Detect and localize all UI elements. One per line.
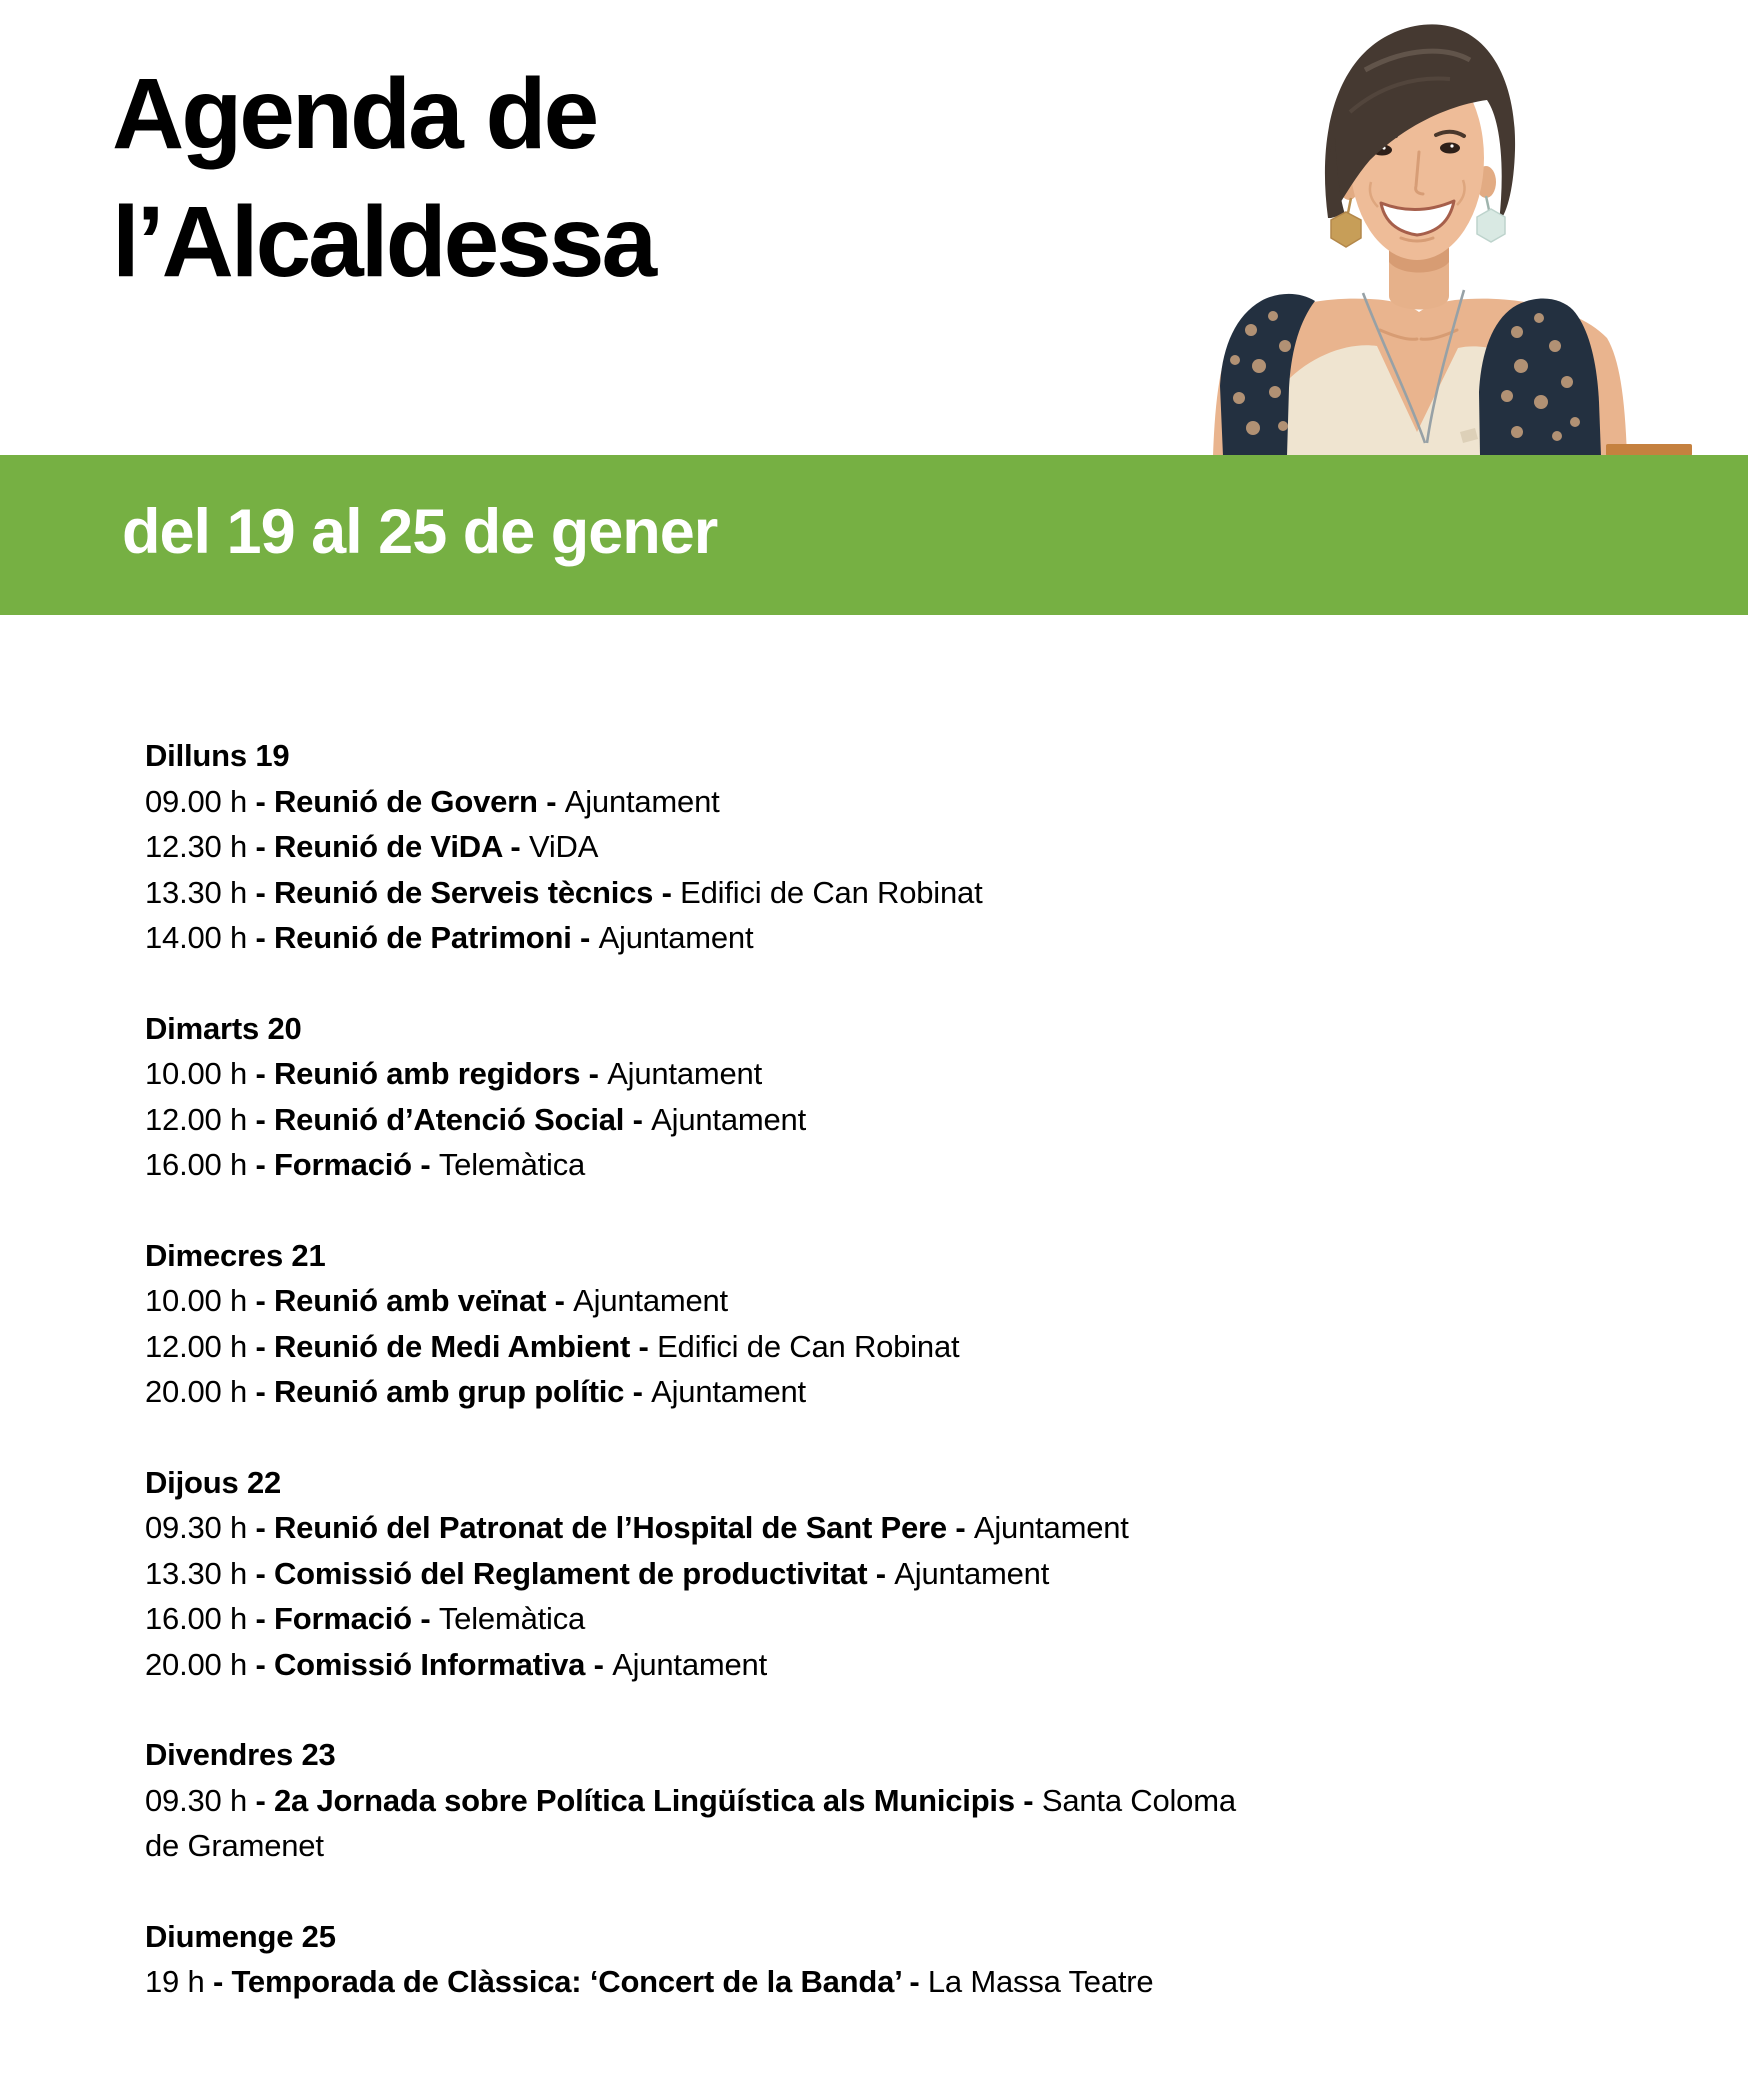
event-separator: - [204, 1964, 232, 1999]
date-range: del 19 al 25 de gener [122, 497, 718, 568]
event-time: 20.00 h [145, 1646, 248, 1682]
event-location: Ajuntament [598, 920, 754, 955]
event-separator: - [247, 1601, 274, 1636]
event-time: 12.00 h [145, 1101, 248, 1137]
event-line [145, 1551, 1273, 1597]
day-block [145, 1732, 1273, 1869]
event-separator: - [247, 1056, 274, 1091]
event-time: 14.00 h [145, 920, 248, 955]
event-title: Reunió de Medi Ambient [273, 1328, 631, 1364]
event-line [145, 1097, 1273, 1143]
event-separator: - [247, 874, 274, 910]
event-line [145, 1778, 1273, 1869]
day-block [145, 1006, 1273, 1188]
page-title-line2: l’Alcaldessa [112, 186, 655, 298]
event-title: Formació [273, 1601, 412, 1636]
event-separator: - [502, 829, 529, 864]
event-title: Formació [273, 1147, 412, 1182]
event-location: La Massa Teatre [927, 1964, 1154, 1999]
event-line [145, 779, 1273, 825]
day-block [145, 1233, 1273, 1415]
day-label: Dijous 22 [145, 1464, 282, 1500]
event-line [145, 1278, 1273, 1324]
event-separator: - [411, 1601, 439, 1636]
event-separator: - [247, 1555, 274, 1591]
event-location: Ajuntament [564, 783, 720, 819]
event-time: 09.30 h [145, 1782, 248, 1818]
page-title-line1: Agenda de [112, 58, 597, 170]
event-line [145, 1369, 1273, 1415]
event-time: 12.00 h [145, 1328, 248, 1364]
event-line [145, 1051, 1273, 1097]
mayor-portrait-illustration [1165, 0, 1748, 456]
event-separator: - [247, 829, 274, 864]
event-separator: - [1014, 1782, 1042, 1818]
event-time: 19 h [145, 1964, 205, 1999]
event-time: 13.30 h [145, 874, 248, 910]
event-separator: - [624, 1101, 652, 1137]
schedule [145, 733, 1273, 2050]
event-location: Ajuntament [607, 1056, 763, 1091]
event-line [145, 1324, 1273, 1370]
event-location: Ajuntament [612, 1646, 768, 1682]
event-line [145, 1642, 1273, 1688]
event-title: Reunió de Serveis tècnics [273, 874, 654, 910]
event-line [145, 1596, 1273, 1642]
event-time: 20.00 h [145, 1374, 248, 1409]
day-block [145, 1460, 1273, 1688]
event-location: Telemàtica [438, 1601, 586, 1636]
event-line [145, 1142, 1273, 1188]
day-label: Dimarts 20 [145, 1010, 302, 1046]
event-line [145, 915, 1273, 961]
event-location: Ajuntament [894, 1555, 1050, 1591]
event-separator: - [580, 1056, 608, 1091]
event-time: 09.30 h [145, 1510, 248, 1545]
mayor-photo [1165, 0, 1748, 456]
day-block [145, 733, 1273, 961]
day-label: Divendres 23 [145, 1737, 336, 1772]
town-hall-logo-text [1435, 988, 1655, 1052]
event-location: Edifici de Can Robinat [657, 1328, 960, 1364]
event-title: Reunió amb veïnat [273, 1283, 547, 1318]
event-time: 12.30 h [145, 829, 248, 864]
event-separator: - [247, 1328, 274, 1364]
event-location: Ajuntament [651, 1374, 806, 1409]
event-title: Comissió Informativa [273, 1646, 586, 1682]
event-separator: - [537, 783, 565, 819]
event-separator: - [247, 1283, 274, 1318]
event-title: Reunió amb grup polític [273, 1374, 625, 1409]
event-time: 09.00 h [145, 783, 248, 819]
event-separator: - [247, 783, 274, 819]
day-label: Dimecres 21 [145, 1237, 326, 1273]
event-time: 13.30 h [145, 1555, 248, 1591]
logo-line1: Ajuntament [1435, 987, 1599, 1020]
event-title: 2a Jornada sobre Política Lingüística als Municipis [273, 1782, 1015, 1818]
event-location: Santa Coloma de Gramenet [145, 1782, 1236, 1863]
event-line [145, 1959, 1273, 2005]
event-location: Ajuntament [651, 1101, 806, 1137]
event-separator: - [653, 874, 681, 910]
event-separator: - [867, 1555, 895, 1591]
event-title: Comissió del Reglament de productivitat [273, 1555, 868, 1591]
event-location: Telemàtica [438, 1147, 586, 1182]
event-location: ViDA [528, 829, 599, 864]
event-title: Reunió del Patronat de l’Hospital de Sant Pere [273, 1510, 947, 1545]
town-hall-logo [1435, 922, 1695, 1062]
event-separator: - [546, 1283, 574, 1318]
event-line [145, 870, 1273, 916]
event-separator: - [247, 1646, 274, 1682]
event-separator: - [585, 1646, 613, 1682]
event-separator: - [411, 1147, 439, 1182]
event-time: 16.00 h [145, 1147, 248, 1182]
event-line [145, 824, 1273, 870]
event-title: Reunió de ViDA [273, 829, 502, 864]
day-label: Dilluns 19 [145, 738, 290, 773]
event-location: Edifici de Can Robinat [680, 874, 983, 910]
page-title [112, 50, 892, 306]
event-separator: - [247, 1510, 274, 1545]
event-title: Reunió de Patrimoni [273, 920, 572, 955]
event-separator: - [900, 1964, 928, 1999]
event-time: 16.00 h [145, 1601, 248, 1636]
event-separator: - [630, 1328, 658, 1364]
event-separator: - [571, 920, 599, 955]
event-title: Reunió de Govern [273, 783, 538, 819]
event-separator: - [624, 1374, 652, 1409]
event-line [145, 1505, 1273, 1551]
event-title: Temporada de Clàssica: ‘Concert de la Banda’ [231, 1964, 901, 1999]
day-label: Diumenge 25 [145, 1918, 336, 1954]
event-title: Reunió amb regidors [273, 1056, 581, 1091]
event-separator: - [247, 1374, 274, 1409]
day-block [145, 1914, 1273, 2005]
event-title: Reunió d’Atenció Social [273, 1101, 625, 1137]
event-separator: - [247, 920, 274, 955]
logo-line2: Vilassar de Dalt [1435, 1019, 1655, 1052]
event-separator: - [946, 1510, 974, 1545]
event-location: Ajuntament [973, 1510, 1129, 1545]
event-separator: - [247, 1147, 274, 1182]
event-separator: - [247, 1782, 274, 1818]
event-time: 10.00 h [145, 1283, 248, 1318]
event-location: Ajuntament [573, 1283, 728, 1318]
event-time: 10.00 h [145, 1056, 248, 1091]
event-separator: - [247, 1101, 274, 1137]
